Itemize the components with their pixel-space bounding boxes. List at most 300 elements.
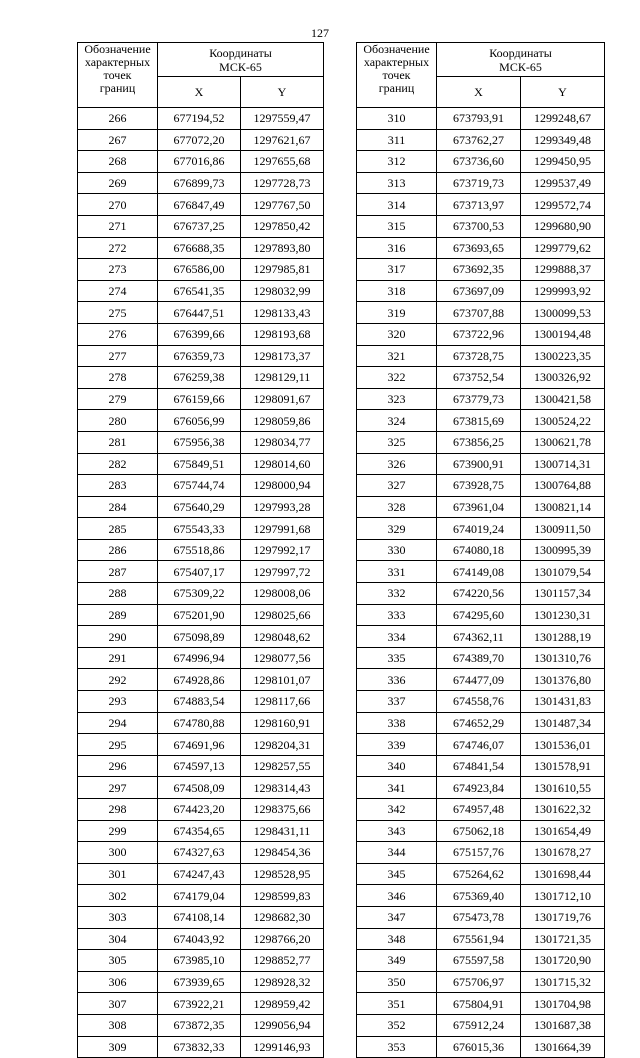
- x-column-header: X: [437, 77, 521, 108]
- table-row: [357, 734, 605, 756]
- y-coordinate-cell: 1297559,47: [241, 108, 324, 130]
- point-number-cell: 304: [78, 928, 158, 950]
- point-number-cell: 344: [357, 842, 437, 864]
- y-coordinate-cell: 1297728,73: [241, 172, 324, 194]
- point-number-cell: 292: [78, 669, 158, 691]
- x-coordinate-cell: 673985,10: [158, 950, 241, 972]
- point-number-cell: 285: [78, 518, 158, 540]
- x-coordinate-cell: 673700,53: [437, 215, 521, 237]
- y-coordinate-cell: 1300995,39: [521, 539, 605, 561]
- y-coordinate-cell: 1301079,54: [521, 561, 605, 583]
- table-row: [357, 431, 605, 453]
- point-number-cell: 296: [78, 755, 158, 777]
- table-row: [78, 410, 324, 432]
- x-coordinate-cell: 676015,36: [437, 1036, 521, 1058]
- y-coordinate-cell: 1298032,99: [241, 280, 324, 302]
- table-row: [357, 885, 605, 907]
- x-coordinate-cell: 674780,88: [158, 712, 241, 734]
- y-coordinate-cell: 1298375,66: [241, 799, 324, 821]
- point-number-cell: 335: [357, 647, 437, 669]
- point-number-cell: 330: [357, 539, 437, 561]
- point-number-cell: 305: [78, 950, 158, 972]
- table-row: [78, 583, 324, 605]
- point-designation-header: Обозначение характерных точек границ: [357, 43, 437, 108]
- point-number-cell: 346: [357, 885, 437, 907]
- point-number-cell: 275: [78, 302, 158, 324]
- x-coordinate-cell: 673779,73: [437, 388, 521, 410]
- table-row: [78, 604, 324, 626]
- x-coordinate-cell: 676359,73: [158, 345, 241, 367]
- table-row: [357, 583, 605, 605]
- table-row: [78, 734, 324, 756]
- y-coordinate-cell: 1298133,43: [241, 302, 324, 324]
- x-coordinate-cell: 674928,86: [158, 669, 241, 691]
- table-row: [78, 323, 324, 345]
- y-coordinate-cell: 1298117,66: [241, 691, 324, 713]
- y-coordinate-cell: 1298091,67: [241, 388, 324, 410]
- point-number-cell: 321: [357, 345, 437, 367]
- x-coordinate-cell: 674957,48: [437, 799, 521, 821]
- y-coordinate-cell: 1299680,90: [521, 215, 605, 237]
- point-number-cell: 312: [357, 151, 437, 173]
- point-number-cell: 317: [357, 259, 437, 281]
- x-coordinate-cell: 674362,11: [437, 626, 521, 648]
- x-column-header: X: [158, 77, 241, 108]
- x-coordinate-cell: 673693,65: [437, 237, 521, 259]
- y-coordinate-cell: 1299146,93: [241, 1036, 324, 1058]
- x-coordinate-cell: 673928,75: [437, 475, 521, 497]
- point-number-cell: 274: [78, 280, 158, 302]
- y-coordinate-cell: 1298101,07: [241, 669, 324, 691]
- y-coordinate-cell: 1301431,83: [521, 691, 605, 713]
- table-row: [357, 777, 605, 799]
- point-number-cell: 334: [357, 626, 437, 648]
- table-row: [357, 928, 605, 950]
- point-number-cell: 299: [78, 820, 158, 842]
- x-coordinate-cell: 673707,88: [437, 302, 521, 324]
- y-coordinate-cell: 1299349,48: [521, 129, 605, 151]
- y-coordinate-cell: 1298193,68: [241, 323, 324, 345]
- y-coordinate-cell: 1299993,92: [521, 280, 605, 302]
- table-row: [78, 863, 324, 885]
- table-row: [78, 950, 324, 972]
- x-coordinate-cell: 675264,62: [437, 863, 521, 885]
- y-coordinate-cell: 1301698,44: [521, 863, 605, 885]
- point-number-cell: 327: [357, 475, 437, 497]
- y-coordinate-cell: 1299248,67: [521, 108, 605, 130]
- x-coordinate-cell: 673752,54: [437, 367, 521, 389]
- table-row: [357, 237, 605, 259]
- point-number-cell: 288: [78, 583, 158, 605]
- x-coordinate-cell: 673762,27: [437, 129, 521, 151]
- point-number-cell: 303: [78, 906, 158, 928]
- x-coordinate-cell: 674220,56: [437, 583, 521, 605]
- x-coordinate-cell: 675062,18: [437, 820, 521, 842]
- x-coordinate-cell: 674080,18: [437, 539, 521, 561]
- table-row: [357, 129, 605, 151]
- table-row: [357, 302, 605, 324]
- x-coordinate-cell: 674423,20: [158, 799, 241, 821]
- y-coordinate-cell: 1301654,49: [521, 820, 605, 842]
- table-row: [357, 799, 605, 821]
- x-coordinate-cell: 674327,63: [158, 842, 241, 864]
- y-coordinate-cell: 1300621,78: [521, 431, 605, 453]
- point-number-cell: 291: [78, 647, 158, 669]
- point-designation-header: Обозначение характерных точек границ: [78, 43, 158, 108]
- x-coordinate-cell: 675201,90: [158, 604, 241, 626]
- x-coordinate-cell: 676737,25: [158, 215, 241, 237]
- y-column-header: Y: [241, 77, 324, 108]
- table-row: [357, 604, 605, 626]
- y-coordinate-cell: 1301230,31: [521, 604, 605, 626]
- table-body-right: [357, 108, 605, 1058]
- y-coordinate-cell: 1300764,88: [521, 475, 605, 497]
- point-number-cell: 280: [78, 410, 158, 432]
- table-row: [357, 950, 605, 972]
- x-coordinate-cell: 675407,17: [158, 561, 241, 583]
- y-coordinate-cell: 1301157,34: [521, 583, 605, 605]
- table-row: [357, 993, 605, 1015]
- x-coordinate-cell: 674354,65: [158, 820, 241, 842]
- table-row: [357, 388, 605, 410]
- point-number-cell: 282: [78, 453, 158, 475]
- y-coordinate-cell: 1301622,32: [521, 799, 605, 821]
- table-row: [357, 453, 605, 475]
- table-row: [357, 323, 605, 345]
- x-coordinate-cell: 674508,09: [158, 777, 241, 799]
- point-number-cell: 324: [357, 410, 437, 432]
- table-row: [78, 302, 324, 324]
- table-row: [357, 971, 605, 993]
- point-number-cell: 326: [357, 453, 437, 475]
- x-coordinate-cell: 673736,60: [437, 151, 521, 173]
- point-number-cell: 348: [357, 928, 437, 950]
- y-coordinate-cell: 1298129,11: [241, 367, 324, 389]
- point-number-cell: 316: [357, 237, 437, 259]
- y-coordinate-cell: 1298034,77: [241, 431, 324, 453]
- table-row: [357, 820, 605, 842]
- y-coordinate-cell: 1297655,68: [241, 151, 324, 173]
- table-row: [357, 345, 605, 367]
- point-number-cell: 298: [78, 799, 158, 821]
- x-coordinate-cell: 674883,54: [158, 691, 241, 713]
- table-row: [357, 647, 605, 669]
- y-coordinate-cell: 1299572,74: [521, 194, 605, 216]
- point-number-cell: 283: [78, 475, 158, 497]
- point-number-cell: 295: [78, 734, 158, 756]
- y-coordinate-cell: 1297993,28: [241, 496, 324, 518]
- table-row: [78, 777, 324, 799]
- table-row: [78, 1014, 324, 1036]
- y-coordinate-cell: 1298025,66: [241, 604, 324, 626]
- table-row: [78, 928, 324, 950]
- y-coordinate-cell: 1297997,72: [241, 561, 324, 583]
- table-row: [357, 1014, 605, 1036]
- table-row: [78, 259, 324, 281]
- x-coordinate-cell: 674043,92: [158, 928, 241, 950]
- table-row: [357, 475, 605, 497]
- table-row: [357, 863, 605, 885]
- table-row: [357, 367, 605, 389]
- x-coordinate-cell: 673922,21: [158, 993, 241, 1015]
- y-coordinate-cell: 1300194,48: [521, 323, 605, 345]
- point-number-cell: 352: [357, 1014, 437, 1036]
- y-coordinate-cell: 1301664,39: [521, 1036, 605, 1058]
- x-coordinate-cell: 675849,51: [158, 453, 241, 475]
- y-coordinate-cell: 1301487,34: [521, 712, 605, 734]
- x-coordinate-cell: 676586,00: [158, 259, 241, 281]
- y-coordinate-cell: 1298048,62: [241, 626, 324, 648]
- table-row: [357, 496, 605, 518]
- y-coordinate-cell: 1298059,86: [241, 410, 324, 432]
- y-coordinate-cell: 1298682,30: [241, 906, 324, 928]
- x-coordinate-cell: 674597,13: [158, 755, 241, 777]
- x-coordinate-cell: 676399,66: [158, 323, 241, 345]
- x-coordinate-cell: 673692,35: [437, 259, 521, 281]
- table-row: [357, 712, 605, 734]
- point-number-cell: 269: [78, 172, 158, 194]
- table-row: [357, 755, 605, 777]
- y-coordinate-cell: 1297893,80: [241, 237, 324, 259]
- y-coordinate-cell: 1298014,60: [241, 453, 324, 475]
- x-coordinate-cell: 673856,25: [437, 431, 521, 453]
- point-number-cell: 315: [357, 215, 437, 237]
- point-number-cell: 307: [78, 993, 158, 1015]
- x-coordinate-cell: 675369,40: [437, 885, 521, 907]
- table-row: [357, 151, 605, 173]
- y-coordinate-cell: 1298454,36: [241, 842, 324, 864]
- point-number-cell: 266: [78, 108, 158, 130]
- y-coordinate-cell: 1299779,62: [521, 237, 605, 259]
- y-coordinate-cell: 1297850,42: [241, 215, 324, 237]
- x-coordinate-cell: 675706,97: [437, 971, 521, 993]
- x-coordinate-cell: 674149,08: [437, 561, 521, 583]
- y-coordinate-cell: 1301536,01: [521, 734, 605, 756]
- table-row: [78, 993, 324, 1015]
- y-coordinate-cell: 1298852,77: [241, 950, 324, 972]
- y-coordinate-cell: 1301376,80: [521, 669, 605, 691]
- table-row: [78, 388, 324, 410]
- y-coordinate-cell: 1300714,31: [521, 453, 605, 475]
- x-coordinate-cell: 674019,24: [437, 518, 521, 540]
- y-coordinate-cell: 1301578,91: [521, 755, 605, 777]
- point-number-cell: 343: [357, 820, 437, 842]
- table-row: [78, 108, 324, 130]
- table-row: [78, 496, 324, 518]
- y-coordinate-cell: 1301715,32: [521, 971, 605, 993]
- point-number-cell: 300: [78, 842, 158, 864]
- table-row: [357, 906, 605, 928]
- table-row: [78, 647, 324, 669]
- y-coordinate-cell: 1298314,43: [241, 777, 324, 799]
- coordinates-table-left: [77, 42, 324, 1058]
- table-row: [78, 561, 324, 583]
- y-coordinate-cell: 1298008,06: [241, 583, 324, 605]
- table-row: [357, 691, 605, 713]
- point-number-cell: 270: [78, 194, 158, 216]
- x-coordinate-cell: 676056,99: [158, 410, 241, 432]
- x-coordinate-cell: 673939,65: [158, 971, 241, 993]
- point-number-cell: 353: [357, 1036, 437, 1058]
- point-number-cell: 267: [78, 129, 158, 151]
- point-number-cell: 309: [78, 1036, 158, 1058]
- table-row: [78, 755, 324, 777]
- x-coordinate-cell: 673728,75: [437, 345, 521, 367]
- y-coordinate-cell: 1301687,38: [521, 1014, 605, 1036]
- point-number-cell: 349: [357, 950, 437, 972]
- x-coordinate-cell: 673815,69: [437, 410, 521, 432]
- x-coordinate-cell: 674691,96: [158, 734, 241, 756]
- point-number-cell: 350: [357, 971, 437, 993]
- point-number-cell: 290: [78, 626, 158, 648]
- point-number-cell: 287: [78, 561, 158, 583]
- y-coordinate-cell: 1299537,49: [521, 172, 605, 194]
- point-number-cell: 284: [78, 496, 158, 518]
- x-coordinate-cell: 673722,96: [437, 323, 521, 345]
- table-row: [357, 108, 605, 130]
- point-number-cell: 278: [78, 367, 158, 389]
- y-coordinate-cell: 1299888,37: [521, 259, 605, 281]
- y-coordinate-cell: 1298160,91: [241, 712, 324, 734]
- y-coordinate-cell: 1301310,76: [521, 647, 605, 669]
- y-coordinate-cell: 1300821,14: [521, 496, 605, 518]
- table-row: [78, 906, 324, 928]
- table-row: [357, 194, 605, 216]
- x-coordinate-cell: 674996,94: [158, 647, 241, 669]
- y-coordinate-cell: 1298257,55: [241, 755, 324, 777]
- y-coordinate-cell: 1301704,98: [521, 993, 605, 1015]
- table-row: [78, 367, 324, 389]
- y-coordinate-cell: 1298528,95: [241, 863, 324, 885]
- table-row: [78, 518, 324, 540]
- point-number-cell: 345: [357, 863, 437, 885]
- y-coordinate-cell: 1298959,42: [241, 993, 324, 1015]
- y-coordinate-cell: 1301288,19: [521, 626, 605, 648]
- table-row: [357, 280, 605, 302]
- x-coordinate-cell: 675157,76: [437, 842, 521, 864]
- y-coordinate-cell: 1301712,10: [521, 885, 605, 907]
- y-coordinate-cell: 1301719,76: [521, 906, 605, 928]
- x-coordinate-cell: 676259,38: [158, 367, 241, 389]
- table-row: [78, 453, 324, 475]
- point-number-cell: 318: [357, 280, 437, 302]
- point-number-cell: 351: [357, 993, 437, 1015]
- table-row: [357, 842, 605, 864]
- y-coordinate-cell: 1299450,95: [521, 151, 605, 173]
- point-number-cell: 310: [357, 108, 437, 130]
- table-row: [78, 237, 324, 259]
- x-coordinate-cell: 674558,76: [437, 691, 521, 713]
- table-row: [78, 215, 324, 237]
- y-coordinate-cell: 1300099,53: [521, 302, 605, 324]
- x-coordinate-cell: 676688,35: [158, 237, 241, 259]
- x-coordinate-cell: 676159,66: [158, 388, 241, 410]
- x-coordinate-cell: 674841,54: [437, 755, 521, 777]
- y-coordinate-cell: 1297991,68: [241, 518, 324, 540]
- x-coordinate-cell: 673713,97: [437, 194, 521, 216]
- point-number-cell: 302: [78, 885, 158, 907]
- x-coordinate-cell: 673719,73: [437, 172, 521, 194]
- y-coordinate-cell: 1298599,83: [241, 885, 324, 907]
- x-coordinate-cell: 675561,94: [437, 928, 521, 950]
- y-coordinate-cell: 1301678,27: [521, 842, 605, 864]
- point-number-cell: 336: [357, 669, 437, 691]
- x-coordinate-cell: 673832,33: [158, 1036, 241, 1058]
- point-number-cell: 297: [78, 777, 158, 799]
- table-row: [78, 1036, 324, 1058]
- x-coordinate-cell: 677016,86: [158, 151, 241, 173]
- y-coordinate-cell: 1298204,31: [241, 734, 324, 756]
- point-number-cell: 331: [357, 561, 437, 583]
- point-number-cell: 277: [78, 345, 158, 367]
- table-row: [78, 712, 324, 734]
- table-row: [357, 539, 605, 561]
- x-coordinate-cell: 676447,51: [158, 302, 241, 324]
- point-number-cell: 289: [78, 604, 158, 626]
- table-row: [357, 259, 605, 281]
- point-number-cell: 271: [78, 215, 158, 237]
- table-row: [357, 518, 605, 540]
- table-row: [357, 215, 605, 237]
- x-coordinate-cell: 675309,22: [158, 583, 241, 605]
- point-number-cell: 337: [357, 691, 437, 713]
- y-coordinate-cell: 1301720,90: [521, 950, 605, 972]
- x-coordinate-cell: 674746,07: [437, 734, 521, 756]
- table-row: [78, 820, 324, 842]
- point-number-cell: 272: [78, 237, 158, 259]
- x-coordinate-cell: 674652,29: [437, 712, 521, 734]
- table-row: [78, 172, 324, 194]
- point-number-cell: 325: [357, 431, 437, 453]
- y-coordinate-cell: 1300326,92: [521, 367, 605, 389]
- table-row: [78, 842, 324, 864]
- point-number-cell: 294: [78, 712, 158, 734]
- x-coordinate-cell: 677194,52: [158, 108, 241, 130]
- point-number-cell: 293: [78, 691, 158, 713]
- x-coordinate-cell: 673793,91: [437, 108, 521, 130]
- x-coordinate-cell: 675098,89: [158, 626, 241, 648]
- point-number-cell: 329: [357, 518, 437, 540]
- x-coordinate-cell: 675744,74: [158, 475, 241, 497]
- point-number-cell: 286: [78, 539, 158, 561]
- point-number-cell: 338: [357, 712, 437, 734]
- table-body-left: [78, 108, 324, 1058]
- x-coordinate-cell: 677072,20: [158, 129, 241, 151]
- x-coordinate-cell: 676847,49: [158, 194, 241, 216]
- point-number-cell: 301: [78, 863, 158, 885]
- coordinates-header: Координаты МСК-65: [437, 43, 605, 77]
- table-row: [78, 971, 324, 993]
- y-coordinate-cell: 1298000,94: [241, 475, 324, 497]
- y-coordinate-cell: 1297621,67: [241, 129, 324, 151]
- point-number-cell: 273: [78, 259, 158, 281]
- y-coordinate-cell: 1297767,50: [241, 194, 324, 216]
- y-coordinate-cell: 1298431,11: [241, 820, 324, 842]
- x-coordinate-cell: 673872,35: [158, 1014, 241, 1036]
- point-number-cell: 319: [357, 302, 437, 324]
- table-row: [357, 410, 605, 432]
- table-row: [357, 626, 605, 648]
- y-column-header: Y: [521, 77, 605, 108]
- table-row: [78, 194, 324, 216]
- point-number-cell: 332: [357, 583, 437, 605]
- x-coordinate-cell: 674247,43: [158, 863, 241, 885]
- table-row: [78, 539, 324, 561]
- x-coordinate-cell: 675543,33: [158, 518, 241, 540]
- coordinates-header: Координаты МСК-65: [158, 43, 324, 77]
- table-row: [78, 129, 324, 151]
- y-coordinate-cell: 1297992,17: [241, 539, 324, 561]
